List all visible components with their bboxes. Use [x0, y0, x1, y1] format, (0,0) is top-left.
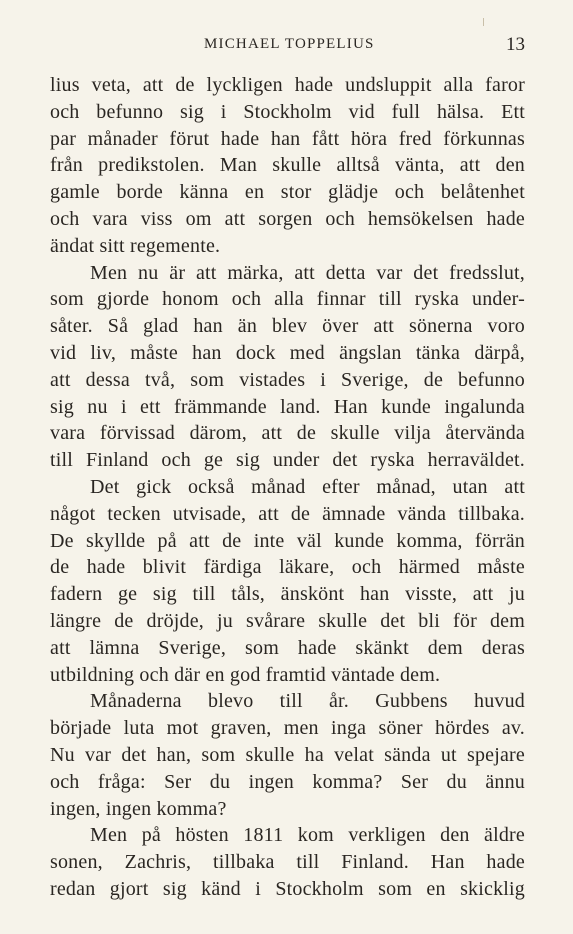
text-line: De skyllde på att de inte väl kunde komma, förrän: [50, 529, 525, 552]
text-line: gamle borde känna en stor glädje och belåtenhet: [50, 181, 525, 204]
text-line: utbildning och där en god framtid väntade dem.: [50, 663, 441, 686]
text-line: fadern ge sig till tåls, änskönt han visste, att ju: [50, 583, 525, 606]
text-line: att dessa två, som vistades i Sverige, de befunno: [50, 368, 525, 391]
text-line: vara förvissad därom, att de skulle vilja återvända: [50, 422, 525, 445]
text-line: längre de dröjde, ju svårare skulle det bli för dem: [50, 609, 525, 632]
body-text: [50, 72, 525, 903]
text-line: Nu var det han, som skulle ha velat sända ut spejare: [50, 743, 525, 766]
text-line: de hade blivit färdiga läkare, och härmed måste: [50, 556, 525, 579]
text-line: vid liv, måste han dock med ängslan tänka därpå,: [50, 341, 525, 364]
text-line: par månader förut hade han fått höra fred förkunnas: [50, 127, 525, 150]
text-line: ändat sitt regemente.: [50, 234, 221, 257]
text-line: som gjorde honom och alla finnar till ryska under-: [50, 288, 525, 311]
text-line: lius veta, att de lyckligen hade undsluppit alla faror: [50, 74, 525, 96]
text-line: från predikstolen. Man skulle alltså vänta, att den: [50, 154, 525, 177]
running-title: MICHAEL TOPPELIUS: [204, 36, 375, 52]
text-line: sonen, Zachris, tillbaka till Finland. Han hade: [50, 851, 525, 874]
text-line: och vara viss om att sorgen och hemsökelsen hade: [50, 207, 525, 230]
text-line: och fråga: Ser du ingen komma? Ser du ännu: [50, 770, 525, 793]
page-number: 13: [506, 34, 525, 55]
text-line: började luta mot graven, men inga söner hördes av.: [50, 717, 525, 740]
text-line: Det gick också månad efter månad, utan att: [90, 475, 525, 498]
text-line: Men nu är att märka, att detta var det fredsslut,: [90, 261, 525, 284]
text-line: och befunno sig i Stockholm vid full hälsa. Ett: [50, 100, 525, 123]
text-line: att lämna Sverige, som hade skänkt dem deras: [50, 636, 525, 659]
text-line: ingen, ingen komma?: [50, 797, 227, 820]
text-line: Månaderna blevo till år. Gubbens huvud: [90, 690, 525, 713]
text-line: till Finland och ge sig under det ryska herraväldet.: [50, 449, 525, 472]
text-line: såter. Så glad han än blev över att sönerna voro: [50, 315, 525, 338]
text-line: Men på hösten 1811 kom verkligen den äldre: [90, 824, 525, 847]
text-line: något tecken utvisade, att de ämnade vända tillbaka.: [50, 502, 525, 525]
text-line: redan gjort sig känd i Stockholm som en skicklig: [50, 877, 525, 900]
paper-speck: [483, 18, 484, 26]
page-header: [50, 36, 525, 58]
text-line: sig nu i ett främmande land. Han kunde ingalunda: [50, 395, 525, 418]
